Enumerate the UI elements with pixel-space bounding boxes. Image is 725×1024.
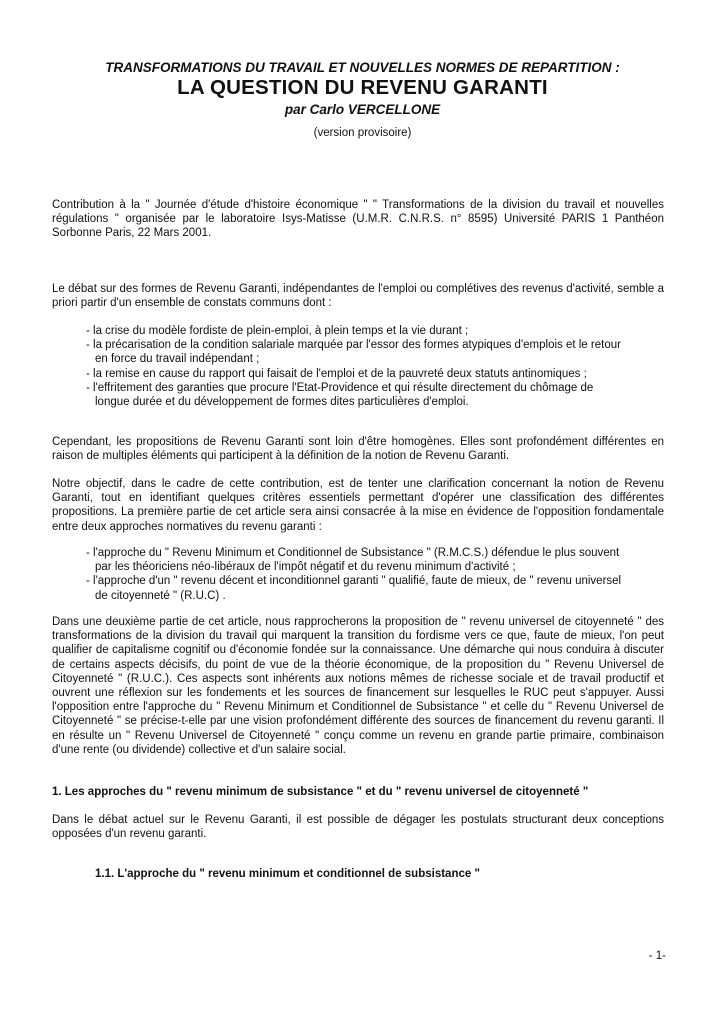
intro-paragraph: Contribution à la " Journée d'étude d'histoire économique " " Transformations de la division du travail et nouvelles régulations " organisée par le laboratoire Isys-Matisse (U.M.R. C.N.R.S. n° 8595) Université PARIS 1 Panthéon Sorbonne Paris, 22 Mars 2001. [52,199,664,240]
list-item: - la crise du modèle fordiste de plein-emploi, à plein temps et la vie durant ; [86,325,469,337]
paragraph-4: Dans une deuxième partie de cet article, nous rapprocherons la proposition de " revenu universel de citoyenneté " des transformations de la division du travail qui marquent la transition du fordisme vers ce que, faute de mieux, l'on peut qualifier de capitalisme cognitif ou d'économie fondée sur la connaissance. Une démarche qui nous conduira à discuter de certains aspects décisifs, du point de vue de la théorie économique, de la proposition du " Revenu Universel de Citoyenneté " (R.U.C.). Ces aspects sont inhérents aux notions mêmes de richesse sociale et de travail productif et ouvrent une réflexion sur les fondements et les sources de financement sur lesquelles le RUC peut s'appuyer. Aussi l'opposition entre l'approche du " Revenu Minimum et Conditionnel de Subsistance " et celle du " Revenu Universel de Citoyenneté " se précise-t-elle par une vision profondément différente des sources de financement du revenu garanti. Il en résulte un " Revenu Universel de Citoyenneté " conçu comme un revenu en grande partie primaire, combinaison d'une rente (ou dividende) collective et d'un salaire social. [52,616,664,756]
document-version: (version provisoire) [313,127,412,139]
document-author: par Carlo VERCELLONE [284,102,441,117]
paragraph-5: Dans le débat actuel sur le Revenu Garanti, il est possible de dégager les postulats structurant deux conceptions opposées d'un revenu garanti. [52,814,664,841]
section-heading-1-1: 1.1. L'approche du " revenu minimum et conditionnel de subsistance " [95,868,480,880]
document-supertitle: TRANSFORMATIONS DU TRAVAIL ET NOUVELLES NORMES DE REPARTITION : [105,60,620,75]
document-title: LA QUESTION DU REVENU GARANTI [177,76,548,99]
list-item: - l'effritement des garanties que procure l'Etat-Providence et qui résulte directement du chômage de longue durée et du développement de formes dites particulières d'emploi. [86,381,594,409]
paragraph-1: Le débat sur des formes de Revenu Garanti, indépendantes de l'emploi ou complétives des revenus d'activité, semble a priori partir d'un ensemble de constats communs dont : [52,283,664,310]
list-item: - la précarisation de la condition salariale marquée par l'essor des formes atypiques d'emplois et le retour en force du travail indépendant ; [86,339,621,366]
list-item: - l'approche du " Revenu Minimum et Conditionnel de Subsistance " (R.M.C.S.) défendue le plus souvent par les théoriciens néo-libéraux de l'impôt négatif et du revenu minimum d'activité ; [86,547,620,574]
page-number: - 1- [648,950,666,962]
list-item: - l'approche d'un " revenu décent et inconditionnel garanti " qualifié, faute de mieux, de " revenu universel de citoyenneté " (R.U.C) . [86,575,622,602]
list-item: - la remise en cause du rapport qui faisait de l'emploi et de la pauvreté deux statuts antinomiques ; [86,367,587,380]
constats-list [86,324,626,409]
paragraph-3: Notre objectif, dans le cadre de cette contribution, est de tenter une clarification concernant la notion de Revenu Garanti, tout en identifiant quelques critères essentiels permettant d'opérer une classification des différentes propositions. La première partie de cet article sera ainsi consacrée à la mise en évidence de l'opposition fondamentale entre deux approches normatives du revenu garanti : [52,478,664,533]
paragraph-2: Cependant, les propositions de Revenu Garanti sont loin d'être homogènes. Elles sont profondément différentes en raison de multiples éléments qui participent à la définition de la notion de Revenu Garanti. [52,436,664,463]
approaches-list [86,546,626,603]
section-heading-1: 1. Les approches du " revenu minimum de subsistance " et du " revenu universel de citoyenneté " [52,786,589,798]
